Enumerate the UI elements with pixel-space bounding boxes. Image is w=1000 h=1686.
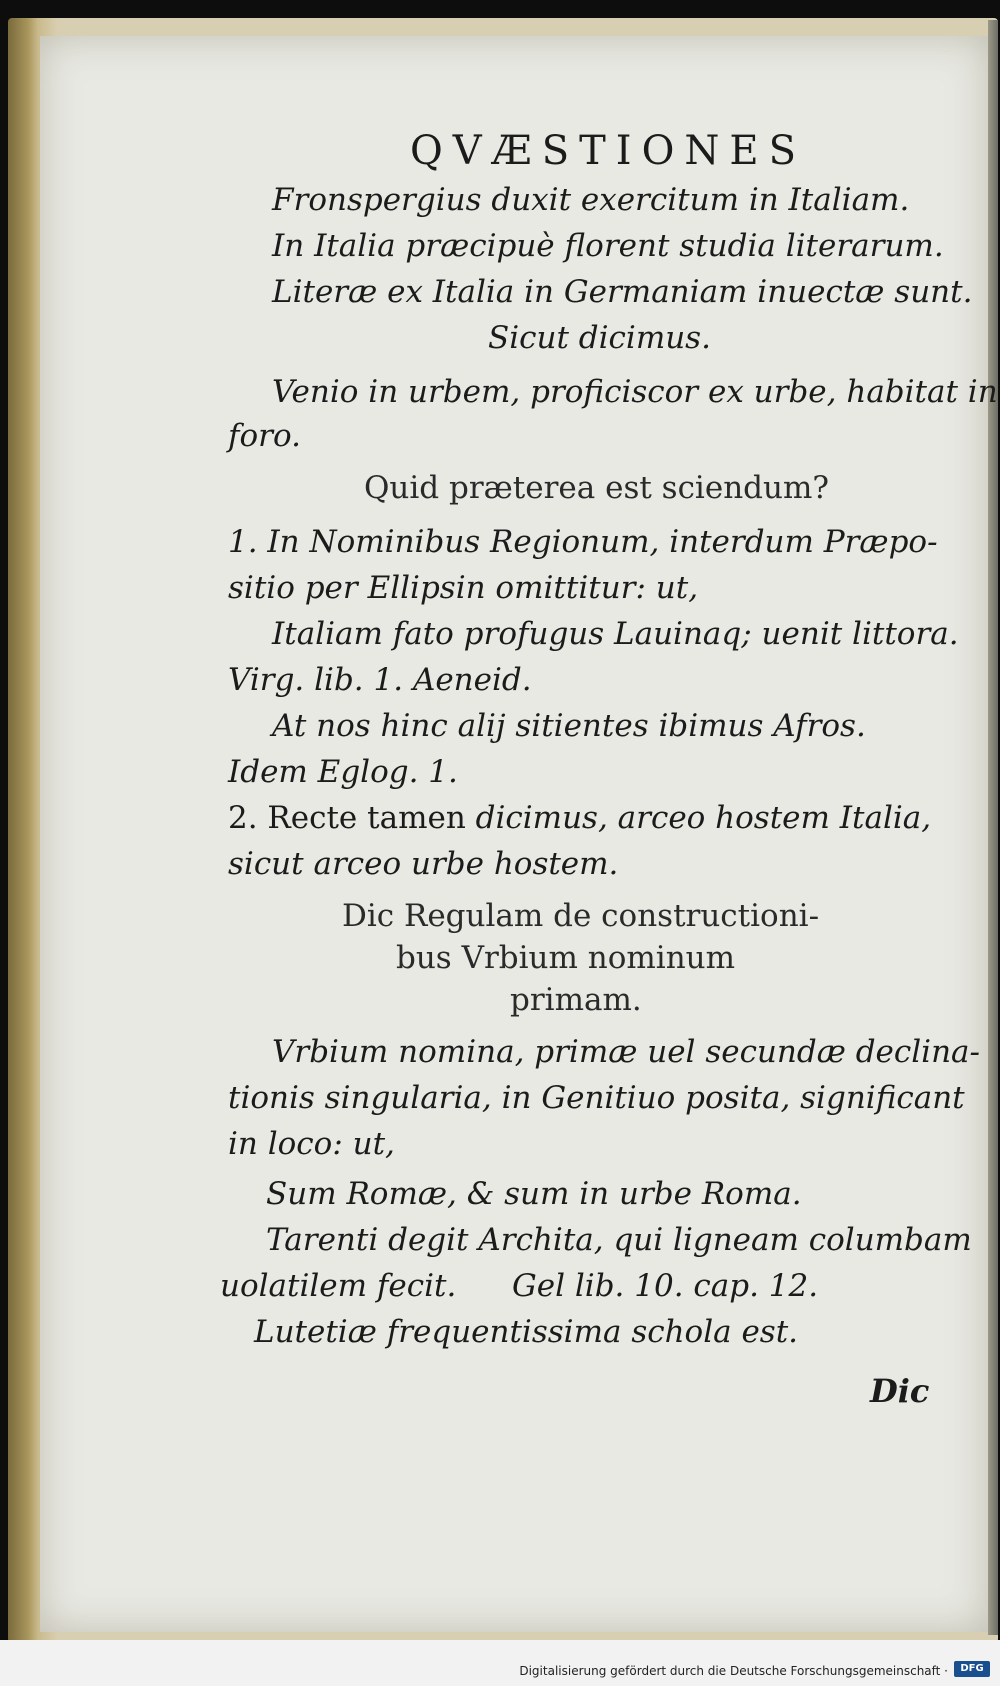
text-fragment: 2. Recte tamen — [228, 800, 476, 836]
text-line: Gel lib. 10. cap. 12. — [512, 1268, 819, 1304]
section-question: primam. — [510, 982, 642, 1018]
digitization-credit: Digitalisierung gefördert durch die Deutsche Forschungsgemeinschaft · — [519, 1664, 948, 1678]
text-line: sitio per Ellipsin omittitur: ut, — [228, 570, 699, 606]
running-header: QVÆSTIONES — [410, 128, 806, 174]
catchword: Dic — [870, 1372, 930, 1410]
text-line: In Italia præcipuè florent studia literarum. — [272, 228, 944, 264]
text-line: Italiam fato profugus Lauinaq; uenit littora. — [272, 616, 959, 652]
page-fore-edge — [988, 20, 998, 1635]
section-question: bus Vrbium nominum — [396, 940, 736, 976]
text-line: Literæ ex Italia in Germaniam inuectæ sunt. — [272, 274, 973, 310]
text-line: foro. — [228, 418, 301, 454]
text-line: Lutetiæ frequentissima schola est. — [254, 1314, 799, 1350]
footer-bar — [0, 1640, 1000, 1686]
text-line: Vrbium nomina, primæ uel secundæ declina- — [272, 1034, 981, 1070]
text-line: Sicut dicimus. — [488, 320, 711, 356]
text-line: sicut arceo urbe hostem. — [228, 846, 619, 882]
text-line: Tarenti degit Archita, qui ligneam columbam — [266, 1222, 972, 1258]
text-line: At nos hinc alij sitientes ibimus Afros. — [272, 708, 866, 744]
text-line: tionis singularia, in Genitiuo posita, significant — [228, 1080, 965, 1116]
dfg-logo: DFG — [954, 1661, 990, 1677]
section-question: Quid præterea est sciendum? — [364, 470, 829, 506]
text-line — [228, 800, 931, 836]
text-line: Fronspergius duxit exercitum in Italiam. — [272, 182, 910, 218]
text-line: uolatilem fecit. — [220, 1268, 457, 1304]
section-question: Dic Regulam de constructioni- — [342, 898, 820, 934]
text-line: Virg. lib. 1. Aeneid. — [228, 662, 532, 698]
book-page — [40, 36, 998, 1632]
text-line: Idem Eglog. 1. — [228, 754, 458, 790]
text-line: 1. In Nominibus Regionum, interdum Præpo- — [228, 524, 938, 560]
text-line: Sum Romæ, & sum in urbe Roma. — [266, 1176, 802, 1212]
text-fragment: dicimus, arceo hostem Italia, — [475, 800, 932, 836]
text-line: in loco: ut, — [228, 1126, 395, 1162]
text-line: Venio in urbem, proficiscor ex urbe, habitat in — [272, 374, 998, 410]
